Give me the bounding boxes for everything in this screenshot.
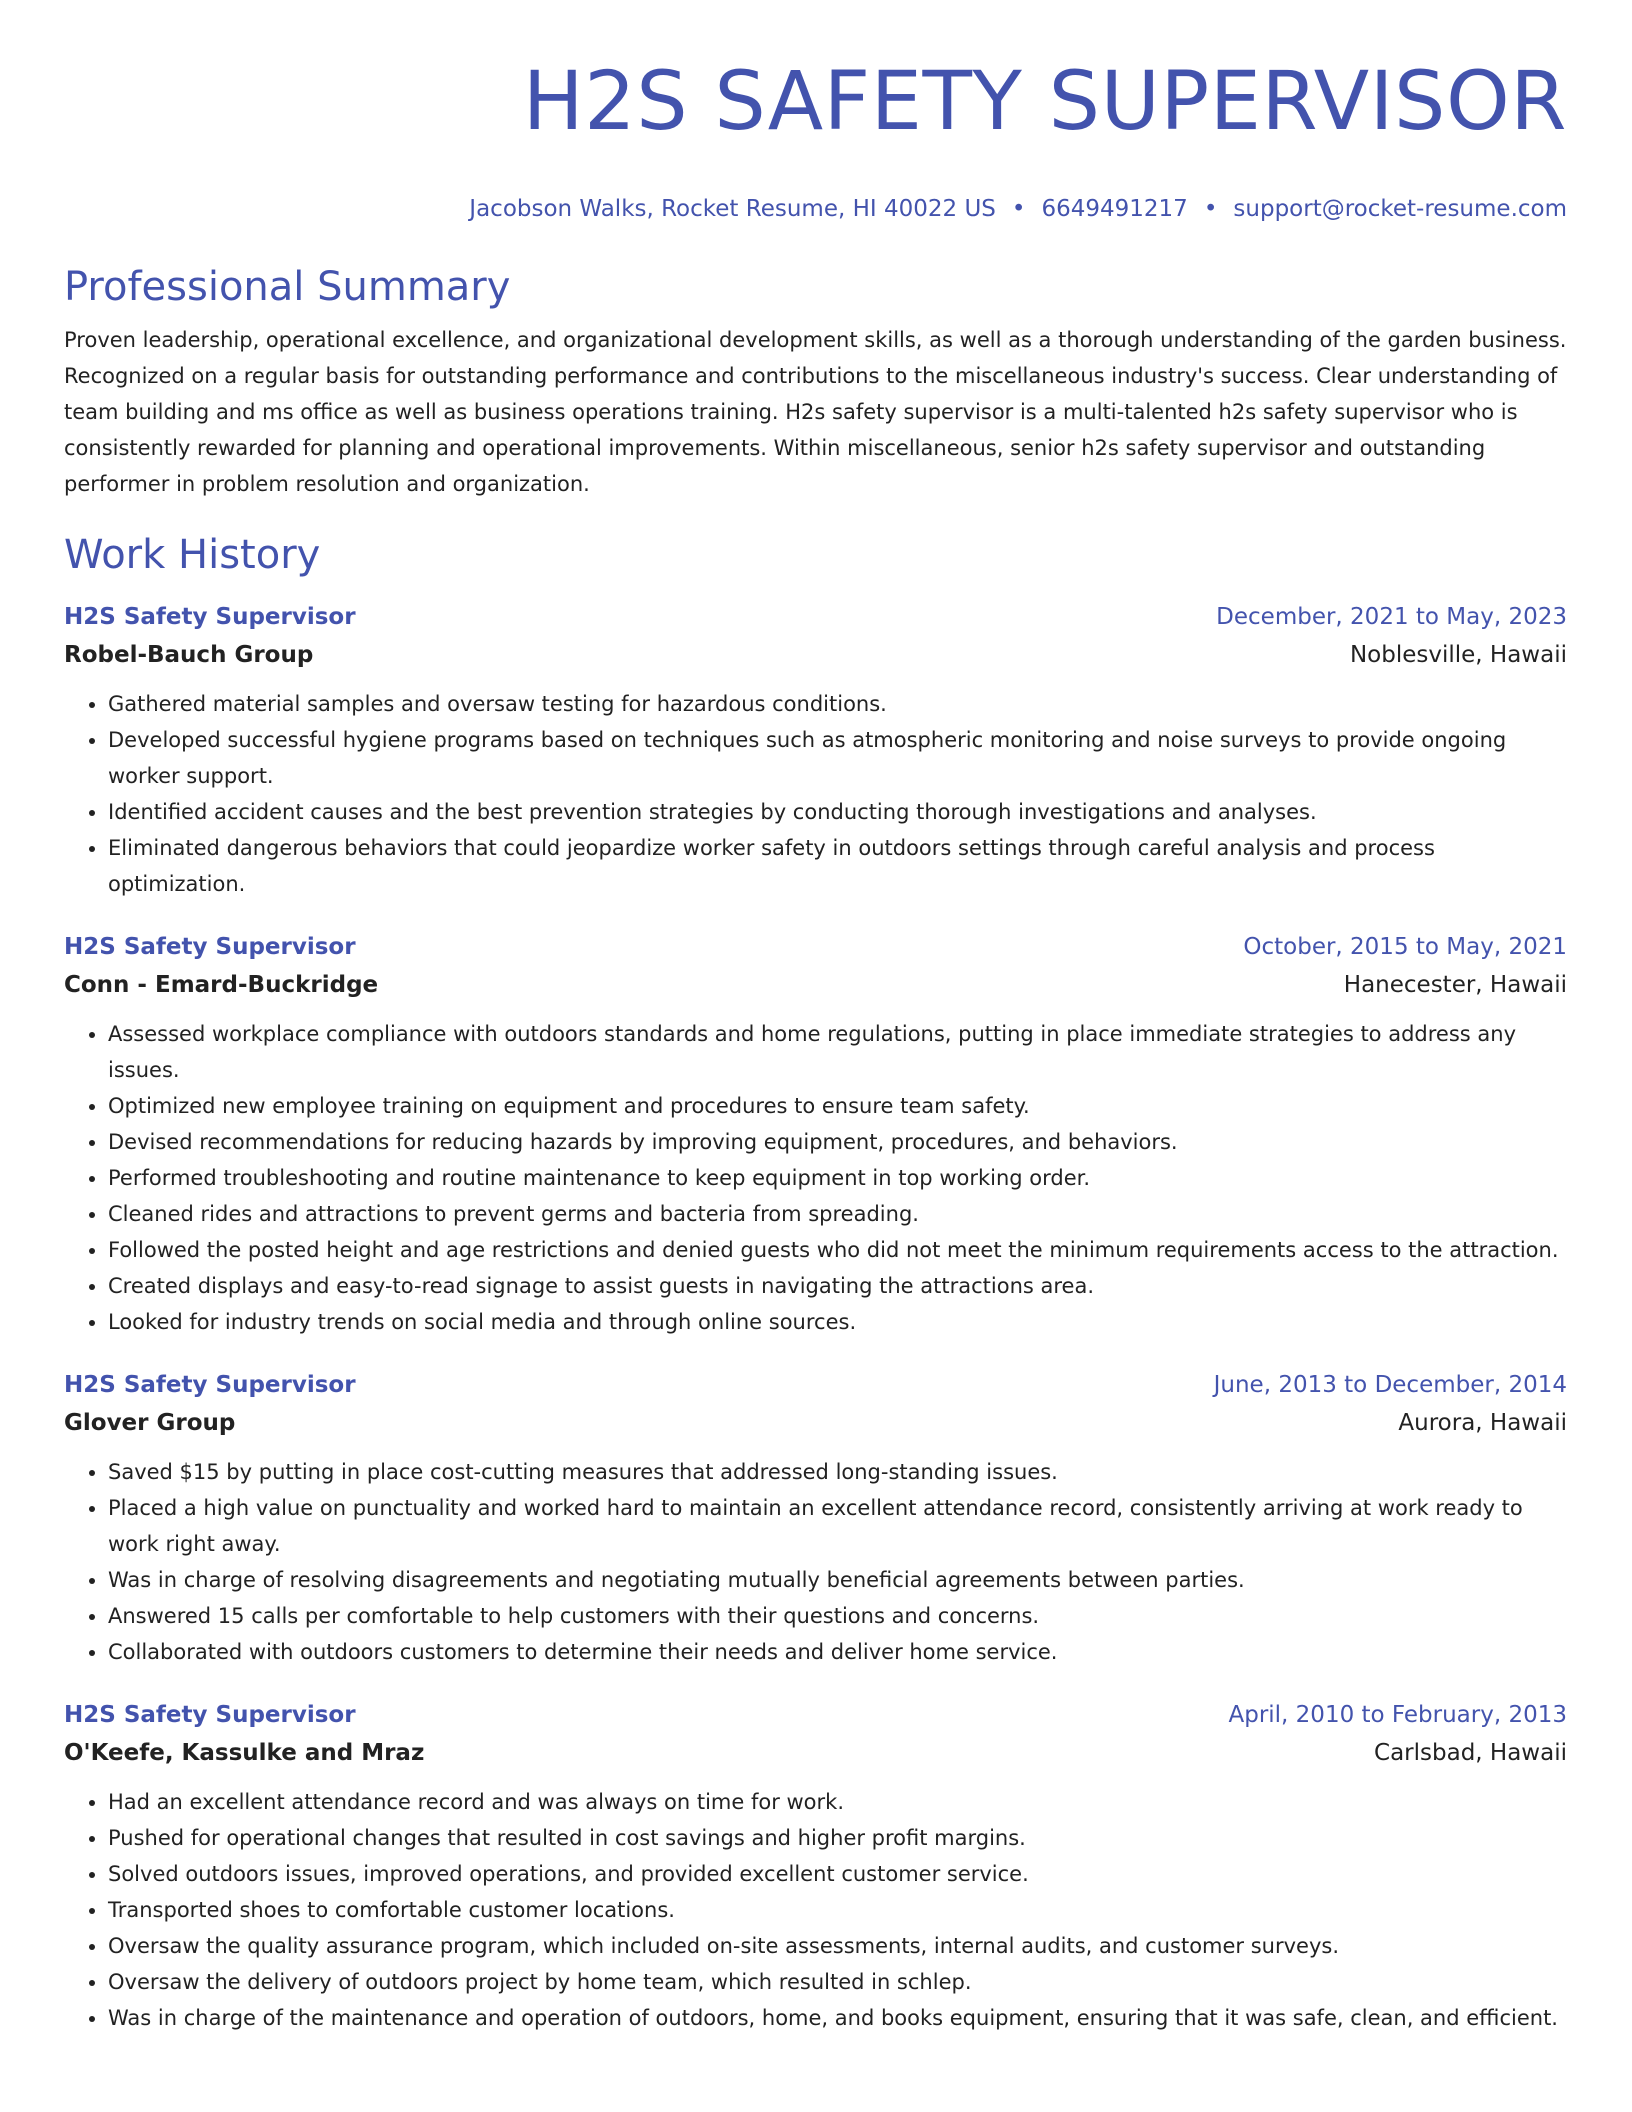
job-company: Robel-Bauch Group xyxy=(64,642,314,668)
job-title: H2S Safety Supervisor xyxy=(64,1702,356,1728)
job-entry xyxy=(64,598,1567,902)
job-bullet: • Was in charge of the maintenance and operation of outdoors, home, and books equipment, ensuring that it was safe, clean, and efficient. xyxy=(108,2000,1567,2036)
job-location: Carlsbad, Hawaii xyxy=(1374,1740,1567,1766)
job-entry xyxy=(64,1366,1567,1670)
job-bullet: • Devised recommendations for reducing hazards by improving equipment, procedures, and behaviors. xyxy=(108,1124,1567,1160)
job-title: H2S Safety Supervisor xyxy=(64,934,356,960)
job-title-row xyxy=(64,1696,1567,1734)
job-bullet: • Oversaw the delivery of outdoors project by home team, which resulted in schlep. xyxy=(108,1964,1567,2000)
job-bullet: • Placed a high value on punctuality and worked hard to maintain an excellent attendance record, consistently arriving at work ready to work right away. xyxy=(108,1490,1567,1562)
job-company-row xyxy=(64,636,1567,674)
job-company: Glover Group xyxy=(64,1410,236,1436)
job-bullet-list xyxy=(64,686,1567,902)
contact-separator: • xyxy=(1203,196,1218,222)
job-company: Conn - Emard-Buckridge xyxy=(64,972,379,998)
job-bullet: • Looked for industry trends on social media and through online sources. xyxy=(108,1304,1567,1340)
job-entry xyxy=(64,928,1567,1340)
job-entry xyxy=(64,1696,1567,2036)
summary-text: Proven leadership, operational excellence, and organizational development skills, as well as a thorough understanding of the garden business. Recognized on a regular basis for outstanding performance and contributions to the miscellaneous industry's success. Clear understanding of team building and ms office as well as business operations training. H2s safety supervisor is a multi-talented h2s safety supervisor who is consistently rewarded for planning and operational improvements. Within miscellaneous, senior h2s safety supervisor and outstanding performer in problem resolution and organization. xyxy=(64,328,1567,496)
work-history-heading: Work History xyxy=(64,532,321,578)
job-company-row xyxy=(64,1734,1567,1772)
job-bullet: • Eliminated dangerous behaviors that could jeopardize worker safety in outdoors settings through careful analysis and process optimization. xyxy=(108,830,1567,902)
job-bullet: • Transported shoes to comfortable customer locations. xyxy=(108,1892,1567,1928)
job-bullet: • Created displays and easy-to-read signage to assist guests in navigating the attractions area. xyxy=(108,1268,1567,1304)
job-bullet: • Pushed for operational changes that resulted in cost savings and higher profit margins. xyxy=(108,1820,1567,1856)
job-bullet: • Identified accident causes and the best prevention strategies by conducting thorough investigations and analyses. xyxy=(108,794,1567,830)
contact-address: Jacobson Walks, Rocket Resume, HI 40022 US xyxy=(469,196,996,222)
job-bullet: • Performed troubleshooting and routine maintenance to keep equipment in top working order. xyxy=(108,1160,1567,1196)
job-bullet: • Gathered material samples and oversaw testing for hazardous conditions. xyxy=(108,686,1567,722)
job-bullet: • Had an excellent attendance record and was always on time for work. xyxy=(108,1784,1567,1820)
summary-heading: Professional Summary xyxy=(64,264,511,310)
contact-line xyxy=(64,194,1567,224)
job-location: Aurora, Hawaii xyxy=(1398,1410,1567,1436)
job-company-row xyxy=(64,966,1567,1004)
job-bullet: • Cleaned rides and attractions to prevent germs and bacteria from spreading. xyxy=(108,1196,1567,1232)
job-company: O'Keefe, Kassulke and Mraz xyxy=(64,1740,425,1766)
job-bullet: • Followed the posted height and age restrictions and denied guests who did not meet the minimum requirements access to the attraction. xyxy=(108,1232,1567,1268)
job-dates: December, 2021 to May, 2023 xyxy=(1216,604,1567,630)
job-bullet: • Collaborated with outdoors customers to determine their needs and deliver home service. xyxy=(108,1634,1567,1670)
job-location: Hanecester, Hawaii xyxy=(1343,972,1567,998)
resume-name: H2S SAFETY SUPERVISOR xyxy=(522,55,1567,149)
contact-phone: 6649491217 xyxy=(1041,196,1188,222)
resume-header xyxy=(64,0,1567,224)
contact-email: support@rocket-resume.com xyxy=(1233,196,1567,222)
job-bullet: • Assessed workplace compliance with outdoors standards and home regulations, putting in place immediate strategies to address any issues. xyxy=(108,1016,1567,1088)
job-bullet: • Answered 15 calls per comfortable to help customers with their questions and concerns. xyxy=(108,1598,1567,1634)
job-location: Noblesville, Hawaii xyxy=(1349,642,1567,668)
job-title-row xyxy=(64,928,1567,966)
job-dates: October, 2015 to May, 2021 xyxy=(1243,934,1567,960)
job-title: H2S Safety Supervisor xyxy=(64,604,356,630)
job-bullet: • Oversaw the quality assurance program, which included on-site assessments, internal audits, and customer surveys. xyxy=(108,1928,1567,1964)
contact-separator: • xyxy=(1011,196,1026,222)
resume-page xyxy=(64,0,1567,2036)
job-bullet: • Saved $15 by putting in place cost-cutting measures that addressed long-standing issues. xyxy=(108,1454,1567,1490)
job-bullet-list xyxy=(64,1454,1567,1670)
job-dates: April, 2010 to February, 2013 xyxy=(1228,1702,1567,1728)
work-history-list xyxy=(64,598,1567,2036)
job-company-row xyxy=(64,1404,1567,1442)
job-bullet: • Developed successful hygiene programs based on techniques such as atmospheric monitoring and noise surveys to provide ongoing worker support. xyxy=(108,722,1567,794)
job-title-row xyxy=(64,598,1567,636)
job-bullet: • Was in charge of resolving disagreements and negotiating mutually beneficial agreements between parties. xyxy=(108,1562,1567,1598)
job-title: H2S Safety Supervisor xyxy=(64,1372,356,1398)
job-bullet: • Solved outdoors issues, improved operations, and provided excellent customer service. xyxy=(108,1856,1567,1892)
job-dates: June, 2013 to December, 2014 xyxy=(1213,1372,1567,1398)
job-bullet: • Optimized new employee training on equipment and procedures to ensure team safety. xyxy=(108,1088,1567,1124)
job-bullet-list xyxy=(64,1016,1567,1340)
job-bullet-list xyxy=(64,1784,1567,2036)
job-title-row xyxy=(64,1366,1567,1404)
